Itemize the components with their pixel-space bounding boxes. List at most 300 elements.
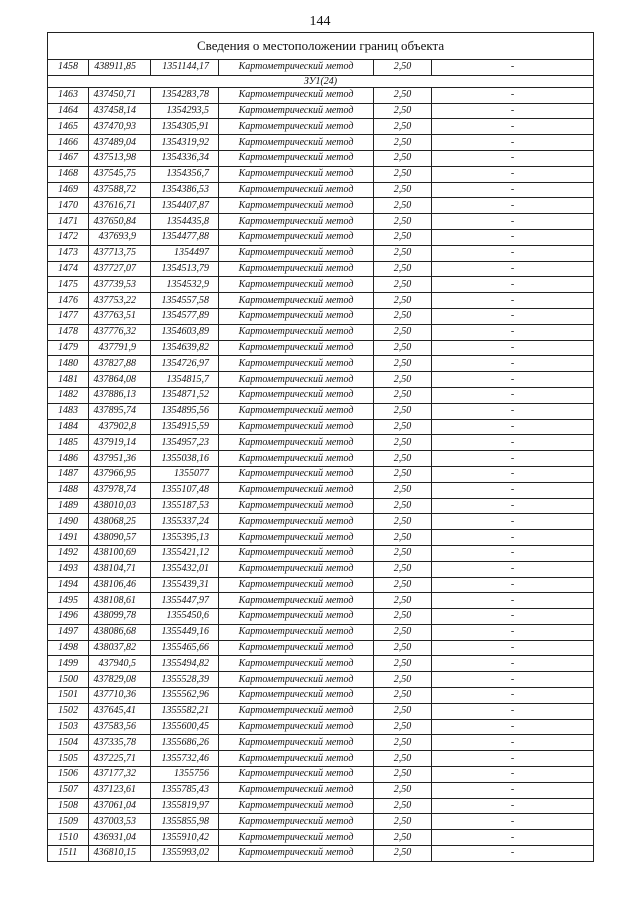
method-cell: Картометрический метод xyxy=(219,214,374,230)
accuracy-cell: 2,50 xyxy=(374,609,432,625)
accuracy-cell: 2,50 xyxy=(374,830,432,846)
accuracy-cell: 2,50 xyxy=(374,403,432,419)
method-cell: Картометрический метод xyxy=(219,656,374,672)
coordinate-y: 1354356,7 xyxy=(151,166,219,182)
section-label: ЗУ1(24) xyxy=(48,75,594,87)
point-number: 1492 xyxy=(48,545,89,561)
point-number: 1481 xyxy=(48,372,89,388)
coordinate-y: 1355855,98 xyxy=(151,814,219,830)
coordinate-y: 1354305,91 xyxy=(151,119,219,135)
section-row xyxy=(48,75,594,87)
coordinate-x: 437003,53 xyxy=(89,814,151,830)
point-number: 1464 xyxy=(48,103,89,119)
method-cell: Картометрический метод xyxy=(219,624,374,640)
accuracy-cell: 2,50 xyxy=(374,719,432,735)
coordinate-x: 438100,69 xyxy=(89,545,151,561)
table-row xyxy=(48,624,594,640)
accuracy-cell: 2,50 xyxy=(374,577,432,593)
accuracy-cell: 2,50 xyxy=(374,198,432,214)
accuracy-cell: 2,50 xyxy=(374,624,432,640)
coordinate-x: 437951,36 xyxy=(89,451,151,467)
note-cell: - xyxy=(432,60,594,76)
coordinate-y: 1355819,97 xyxy=(151,798,219,814)
note-cell: - xyxy=(432,624,594,640)
coordinate-x: 437693,9 xyxy=(89,229,151,245)
point-number: 1496 xyxy=(48,609,89,625)
note-cell: - xyxy=(432,814,594,830)
coordinate-x: 437978,74 xyxy=(89,482,151,498)
table-row xyxy=(48,387,594,403)
point-number: 1498 xyxy=(48,640,89,656)
note-cell: - xyxy=(432,530,594,546)
point-number: 1467 xyxy=(48,150,89,166)
note-cell: - xyxy=(432,703,594,719)
coordinate-y: 1355756 xyxy=(151,767,219,783)
table-row xyxy=(48,103,594,119)
coordinate-y: 1355187,53 xyxy=(151,498,219,514)
coordinate-y: 1354407,87 xyxy=(151,198,219,214)
coordinate-x: 437827,88 xyxy=(89,356,151,372)
point-number: 1495 xyxy=(48,593,89,609)
accuracy-cell: 2,50 xyxy=(374,87,432,103)
table-row xyxy=(48,324,594,340)
coordinate-y: 1354895,56 xyxy=(151,403,219,419)
note-cell: - xyxy=(432,372,594,388)
coordinate-y: 1354726,97 xyxy=(151,356,219,372)
note-cell: - xyxy=(432,419,594,435)
coordinate-x: 438106,46 xyxy=(89,577,151,593)
coordinate-x: 437919,14 xyxy=(89,435,151,451)
accuracy-cell: 2,50 xyxy=(374,214,432,230)
note-cell: - xyxy=(432,293,594,309)
coordinate-y: 1354557,58 xyxy=(151,293,219,309)
method-cell: Картометрический метод xyxy=(219,166,374,182)
coordinate-y: 1355465,66 xyxy=(151,640,219,656)
coordinate-x: 437123,61 xyxy=(89,782,151,798)
accuracy-cell: 2,50 xyxy=(374,767,432,783)
coordinate-x: 437791,9 xyxy=(89,340,151,356)
point-number: 1466 xyxy=(48,135,89,151)
method-cell: Картометрический метод xyxy=(219,119,374,135)
point-number: 1502 xyxy=(48,703,89,719)
coordinate-y: 1355494,82 xyxy=(151,656,219,672)
accuracy-cell: 2,50 xyxy=(374,166,432,182)
table-row xyxy=(48,261,594,277)
coordinate-y: 1354293,5 xyxy=(151,103,219,119)
coordinate-y: 1355785,43 xyxy=(151,782,219,798)
coordinate-y: 1354915,59 xyxy=(151,419,219,435)
method-cell: Картометрический метод xyxy=(219,530,374,546)
point-number: 1488 xyxy=(48,482,89,498)
note-cell: - xyxy=(432,514,594,530)
coordinate-y: 1355421,12 xyxy=(151,545,219,561)
accuracy-cell: 2,50 xyxy=(374,640,432,656)
point-number: 1493 xyxy=(48,561,89,577)
coordinate-x: 437739,53 xyxy=(89,277,151,293)
table-row xyxy=(48,372,594,388)
coordinate-y: 1354603,89 xyxy=(151,324,219,340)
accuracy-cell: 2,50 xyxy=(374,561,432,577)
point-number: 1500 xyxy=(48,672,89,688)
coordinate-x: 437763,51 xyxy=(89,308,151,324)
coordinate-x: 438108,61 xyxy=(89,593,151,609)
method-cell: Картометрический метод xyxy=(219,672,374,688)
coordinate-y: 1355686,26 xyxy=(151,735,219,751)
note-cell: - xyxy=(432,466,594,482)
method-cell: Картометрический метод xyxy=(219,451,374,467)
coordinate-y: 1355038,16 xyxy=(151,451,219,467)
accuracy-cell: 2,50 xyxy=(374,545,432,561)
accuracy-cell: 2,50 xyxy=(374,656,432,672)
accuracy-cell: 2,50 xyxy=(374,514,432,530)
method-cell: Картометрический метод xyxy=(219,60,374,76)
accuracy-cell: 2,50 xyxy=(374,293,432,309)
note-cell: - xyxy=(432,387,594,403)
coordinate-x: 437902,8 xyxy=(89,419,151,435)
table-row xyxy=(48,814,594,830)
table-row xyxy=(48,735,594,751)
table-row xyxy=(48,277,594,293)
method-cell: Картометрический метод xyxy=(219,356,374,372)
accuracy-cell: 2,50 xyxy=(374,277,432,293)
coordinate-y: 1355337,24 xyxy=(151,514,219,530)
note-cell: - xyxy=(432,324,594,340)
accuracy-cell: 2,50 xyxy=(374,340,432,356)
method-cell: Картометрический метод xyxy=(219,767,374,783)
coordinate-y: 1355528,39 xyxy=(151,672,219,688)
coordinate-x: 437710,36 xyxy=(89,688,151,704)
method-cell: Картометрический метод xyxy=(219,514,374,530)
coordinate-x: 438104,71 xyxy=(89,561,151,577)
table-row xyxy=(48,577,594,593)
coordinate-x: 437650,84 xyxy=(89,214,151,230)
method-cell: Картометрический метод xyxy=(219,482,374,498)
note-cell: - xyxy=(432,261,594,277)
point-number: 1503 xyxy=(48,719,89,735)
point-number: 1474 xyxy=(48,261,89,277)
method-cell: Картометрический метод xyxy=(219,372,374,388)
coordinate-y: 1355562,96 xyxy=(151,688,219,704)
point-number: 1480 xyxy=(48,356,89,372)
accuracy-cell: 2,50 xyxy=(374,182,432,198)
coordinate-y: 1355447,97 xyxy=(151,593,219,609)
accuracy-cell: 2,50 xyxy=(374,593,432,609)
method-cell: Картометрический метод xyxy=(219,719,374,735)
coordinate-y: 1355732,46 xyxy=(151,751,219,767)
note-cell: - xyxy=(432,214,594,230)
point-number: 1468 xyxy=(48,166,89,182)
accuracy-cell: 2,50 xyxy=(374,261,432,277)
coordinate-y: 1354386,53 xyxy=(151,182,219,198)
table-row xyxy=(48,561,594,577)
method-cell: Картометрический метод xyxy=(219,324,374,340)
method-cell: Картометрический метод xyxy=(219,640,374,656)
accuracy-cell: 2,50 xyxy=(374,356,432,372)
table-row xyxy=(48,135,594,151)
note-cell: - xyxy=(432,719,594,735)
coordinate-x: 437940,5 xyxy=(89,656,151,672)
coordinate-x: 437061,04 xyxy=(89,798,151,814)
table-row xyxy=(48,435,594,451)
table-row xyxy=(48,150,594,166)
note-cell: - xyxy=(432,356,594,372)
note-cell: - xyxy=(432,435,594,451)
point-number: 1505 xyxy=(48,751,89,767)
note-cell: - xyxy=(432,451,594,467)
table-row xyxy=(48,340,594,356)
accuracy-cell: 2,50 xyxy=(374,846,432,862)
note-cell: - xyxy=(432,830,594,846)
point-number: 1489 xyxy=(48,498,89,514)
accuracy-cell: 2,50 xyxy=(374,482,432,498)
coordinate-y: 1354477,88 xyxy=(151,229,219,245)
table-row xyxy=(48,830,594,846)
point-number: 1499 xyxy=(48,656,89,672)
table-row xyxy=(48,308,594,324)
table-title-row xyxy=(48,33,594,60)
coordinate-y: 1354532,9 xyxy=(151,277,219,293)
coordinate-x: 437886,13 xyxy=(89,387,151,403)
coordinate-y: 1354283,78 xyxy=(151,87,219,103)
accuracy-cell: 2,50 xyxy=(374,308,432,324)
method-cell: Картометрический метод xyxy=(219,798,374,814)
coordinate-y: 1354336,34 xyxy=(151,150,219,166)
method-cell: Картометрический метод xyxy=(219,561,374,577)
note-cell: - xyxy=(432,308,594,324)
table-row xyxy=(48,530,594,546)
table-row xyxy=(48,419,594,435)
method-cell: Картометрический метод xyxy=(219,419,374,435)
point-number: 1475 xyxy=(48,277,89,293)
point-number: 1511 xyxy=(48,846,89,862)
accuracy-cell: 2,50 xyxy=(374,387,432,403)
point-number: 1477 xyxy=(48,308,89,324)
method-cell: Картометрический метод xyxy=(219,830,374,846)
note-cell: - xyxy=(432,119,594,135)
coordinate-x: 437616,71 xyxy=(89,198,151,214)
note-cell: - xyxy=(432,198,594,214)
coordinate-x: 437645,41 xyxy=(89,703,151,719)
point-number: 1490 xyxy=(48,514,89,530)
table-row xyxy=(48,482,594,498)
coordinate-x: 437713,75 xyxy=(89,245,151,261)
note-cell: - xyxy=(432,846,594,862)
method-cell: Картометрический метод xyxy=(219,277,374,293)
point-number: 1482 xyxy=(48,387,89,403)
method-cell: Картометрический метод xyxy=(219,229,374,245)
note-cell: - xyxy=(432,767,594,783)
coordinate-y: 1355449,16 xyxy=(151,624,219,640)
table-row xyxy=(48,751,594,767)
point-number: 1487 xyxy=(48,466,89,482)
accuracy-cell: 2,50 xyxy=(374,60,432,76)
method-cell: Картометрический метод xyxy=(219,577,374,593)
coordinate-y: 1355439,31 xyxy=(151,577,219,593)
table-row xyxy=(48,182,594,198)
coordinate-y: 1354513,79 xyxy=(151,261,219,277)
point-number: 1509 xyxy=(48,814,89,830)
coordinate-x: 438099,78 xyxy=(89,609,151,625)
note-cell: - xyxy=(432,735,594,751)
table-row xyxy=(48,688,594,704)
method-cell: Картометрический метод xyxy=(219,87,374,103)
table-row xyxy=(48,87,594,103)
accuracy-cell: 2,50 xyxy=(374,735,432,751)
method-cell: Картометрический метод xyxy=(219,308,374,324)
point-number: 1463 xyxy=(48,87,89,103)
table-title: Сведения о местоположении границ объекта xyxy=(48,33,594,60)
coordinate-x: 437864,08 xyxy=(89,372,151,388)
method-cell: Картометрический метод xyxy=(219,735,374,751)
coordinate-x: 436810,15 xyxy=(89,846,151,862)
table-row xyxy=(48,245,594,261)
accuracy-cell: 2,50 xyxy=(374,245,432,261)
coordinate-x: 438037,82 xyxy=(89,640,151,656)
table-row xyxy=(48,767,594,783)
table-row xyxy=(48,466,594,482)
table-row xyxy=(48,451,594,467)
accuracy-cell: 2,50 xyxy=(374,103,432,119)
coordinate-x: 438068,25 xyxy=(89,514,151,530)
method-cell: Картометрический метод xyxy=(219,293,374,309)
point-number: 1497 xyxy=(48,624,89,640)
note-cell: - xyxy=(432,87,594,103)
note-cell: - xyxy=(432,782,594,798)
coordinate-x: 437753,22 xyxy=(89,293,151,309)
method-cell: Картометрический метод xyxy=(219,403,374,419)
point-number: 1465 xyxy=(48,119,89,135)
coordinate-y: 1354639,82 xyxy=(151,340,219,356)
coordinate-y: 1355600,45 xyxy=(151,719,219,735)
note-cell: - xyxy=(432,340,594,356)
method-cell: Картометрический метод xyxy=(219,198,374,214)
point-number: 1494 xyxy=(48,577,89,593)
note-cell: - xyxy=(432,672,594,688)
note-cell: - xyxy=(432,403,594,419)
method-cell: Картометрический метод xyxy=(219,846,374,862)
method-cell: Картометрический метод xyxy=(219,387,374,403)
boundary-coordinates-table xyxy=(47,32,594,862)
table-row xyxy=(48,798,594,814)
coordinate-y: 1354497 xyxy=(151,245,219,261)
note-cell: - xyxy=(432,593,594,609)
table-row xyxy=(48,214,594,230)
coordinate-x: 437776,32 xyxy=(89,324,151,340)
method-cell: Картометрический метод xyxy=(219,782,374,798)
coordinate-x: 437225,71 xyxy=(89,751,151,767)
note-cell: - xyxy=(432,751,594,767)
accuracy-cell: 2,50 xyxy=(374,530,432,546)
note-cell: - xyxy=(432,656,594,672)
method-cell: Картометрический метод xyxy=(219,593,374,609)
coordinate-x: 437895,74 xyxy=(89,403,151,419)
coordinate-y: 1354957,23 xyxy=(151,435,219,451)
accuracy-cell: 2,50 xyxy=(374,672,432,688)
table-row xyxy=(48,356,594,372)
accuracy-cell: 2,50 xyxy=(374,119,432,135)
coordinate-y: 1354871,52 xyxy=(151,387,219,403)
coordinate-x: 437489,04 xyxy=(89,135,151,151)
method-cell: Картометрический метод xyxy=(219,435,374,451)
coordinate-x: 437450,71 xyxy=(89,87,151,103)
table-row xyxy=(48,403,594,419)
table-row xyxy=(48,545,594,561)
point-number: 1473 xyxy=(48,245,89,261)
coordinate-x: 437588,72 xyxy=(89,182,151,198)
coordinate-x: 437470,93 xyxy=(89,119,151,135)
coordinate-x: 437545,75 xyxy=(89,166,151,182)
point-number: 1458 xyxy=(48,60,89,76)
method-cell: Картометрический метод xyxy=(219,545,374,561)
point-number: 1506 xyxy=(48,767,89,783)
table-row xyxy=(48,229,594,245)
coordinate-x: 438090,57 xyxy=(89,530,151,546)
method-cell: Картометрический метод xyxy=(219,466,374,482)
point-number: 1510 xyxy=(48,830,89,846)
coordinate-y: 1355993,02 xyxy=(151,846,219,862)
table-row xyxy=(48,782,594,798)
table-row xyxy=(48,672,594,688)
note-cell: - xyxy=(432,609,594,625)
coordinate-x: 437335,78 xyxy=(89,735,151,751)
table-row xyxy=(48,514,594,530)
point-number: 1491 xyxy=(48,530,89,546)
point-number: 1476 xyxy=(48,293,89,309)
note-cell: - xyxy=(432,561,594,577)
note-cell: - xyxy=(432,277,594,293)
coordinate-y: 1354577,89 xyxy=(151,308,219,324)
point-number: 1484 xyxy=(48,419,89,435)
table-row xyxy=(48,719,594,735)
point-number: 1470 xyxy=(48,198,89,214)
note-cell: - xyxy=(432,688,594,704)
table-row xyxy=(48,656,594,672)
table-row xyxy=(48,609,594,625)
point-number: 1483 xyxy=(48,403,89,419)
coordinate-y: 1355107,48 xyxy=(151,482,219,498)
point-number: 1479 xyxy=(48,340,89,356)
coordinate-x: 437966,95 xyxy=(89,466,151,482)
point-number: 1501 xyxy=(48,688,89,704)
method-cell: Картометрический метод xyxy=(219,182,374,198)
point-number: 1507 xyxy=(48,782,89,798)
table-row xyxy=(48,498,594,514)
table-row xyxy=(48,293,594,309)
point-number: 1485 xyxy=(48,435,89,451)
table-row xyxy=(48,703,594,719)
method-cell: Картометрический метод xyxy=(219,135,374,151)
coordinate-x: 437727,07 xyxy=(89,261,151,277)
method-cell: Картометрический метод xyxy=(219,498,374,514)
method-cell: Картометрический метод xyxy=(219,814,374,830)
accuracy-cell: 2,50 xyxy=(374,435,432,451)
accuracy-cell: 2,50 xyxy=(374,688,432,704)
point-number: 1471 xyxy=(48,214,89,230)
accuracy-cell: 2,50 xyxy=(374,466,432,482)
point-number: 1469 xyxy=(48,182,89,198)
method-cell: Картометрический метод xyxy=(219,751,374,767)
method-cell: Картометрический метод xyxy=(219,103,374,119)
accuracy-cell: 2,50 xyxy=(374,498,432,514)
page-number: 144 xyxy=(309,14,331,29)
accuracy-cell: 2,50 xyxy=(374,751,432,767)
method-cell: Картометрический метод xyxy=(219,703,374,719)
method-cell: Картометрический метод xyxy=(219,609,374,625)
coordinate-x: 437583,56 xyxy=(89,719,151,735)
note-cell: - xyxy=(432,166,594,182)
note-cell: - xyxy=(432,577,594,593)
table-row xyxy=(48,198,594,214)
